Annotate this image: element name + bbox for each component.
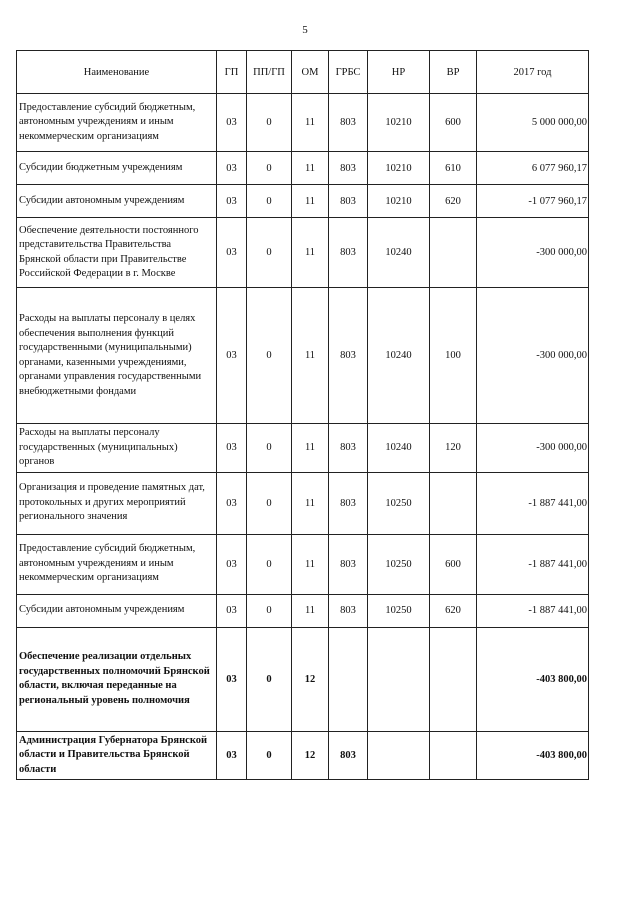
cell-gp: 03 xyxy=(217,218,247,288)
table-header-row xyxy=(17,51,589,94)
table-row xyxy=(17,288,589,424)
cell-vr xyxy=(430,627,477,731)
cell-name: Субсидии автономным учреждениям xyxy=(17,185,217,218)
cell-pp: 0 xyxy=(247,594,292,627)
cell-om: 11 xyxy=(292,534,329,594)
cell-gp: 03 xyxy=(217,594,247,627)
cell-name: Организация и проведение памятных дат, протокольных и других мероприятий регионального значения xyxy=(17,472,217,534)
cell-om: 11 xyxy=(292,594,329,627)
cell-name: Субсидии автономным учреждениям xyxy=(17,594,217,627)
table-row xyxy=(17,185,589,218)
cell-pp: 0 xyxy=(247,152,292,185)
cell-nr: 10250 xyxy=(368,534,430,594)
cell-vr xyxy=(430,218,477,288)
cell-grbs: 803 xyxy=(329,288,368,424)
budget-table xyxy=(16,50,589,780)
cell-amount: -300 000,00 xyxy=(477,288,589,424)
cell-amount: -1 887 441,00 xyxy=(477,472,589,534)
cell-gp: 03 xyxy=(217,288,247,424)
cell-pp: 0 xyxy=(247,731,292,780)
cell-om: 11 xyxy=(292,218,329,288)
column-header: ОМ xyxy=(292,51,329,94)
cell-pp: 0 xyxy=(247,424,292,473)
cell-om: 11 xyxy=(292,152,329,185)
cell-pp: 0 xyxy=(247,288,292,424)
cell-grbs: 803 xyxy=(329,185,368,218)
table-row xyxy=(17,534,589,594)
cell-nr: 10240 xyxy=(368,424,430,473)
page-number: 5 xyxy=(302,24,308,36)
cell-grbs: 803 xyxy=(329,594,368,627)
cell-nr: 10240 xyxy=(368,288,430,424)
cell-gp: 03 xyxy=(217,152,247,185)
cell-gp: 03 xyxy=(217,534,247,594)
cell-pp: 0 xyxy=(247,185,292,218)
cell-pp: 0 xyxy=(247,534,292,594)
cell-om: 11 xyxy=(292,185,329,218)
cell-amount: -300 000,00 xyxy=(477,218,589,288)
column-header: ГП xyxy=(217,51,247,94)
cell-name: Расходы на выплаты персоналу государственных (муниципальных) органов xyxy=(17,424,217,473)
cell-pp: 0 xyxy=(247,94,292,152)
cell-grbs: 803 xyxy=(329,94,368,152)
table-row xyxy=(17,152,589,185)
cell-name: Предоставление субсидий бюджетным, автономным учреждениям и иным некоммерческим организациям xyxy=(17,94,217,152)
cell-vr: 610 xyxy=(430,152,477,185)
table-row xyxy=(17,472,589,534)
column-header: ВР xyxy=(430,51,477,94)
cell-amount: -403 800,00 xyxy=(477,627,589,731)
cell-grbs xyxy=(329,627,368,731)
cell-vr xyxy=(430,472,477,534)
cell-name: Обеспечение деятельности постоянного представительства Правительства Брянской области при Правительстве Российской Федерации в г. Москве xyxy=(17,218,217,288)
cell-gp: 03 xyxy=(217,424,247,473)
cell-om: 12 xyxy=(292,731,329,780)
cell-vr: 620 xyxy=(430,185,477,218)
cell-nr: 10250 xyxy=(368,594,430,627)
cell-om: 11 xyxy=(292,472,329,534)
cell-amount: -300 000,00 xyxy=(477,424,589,473)
cell-grbs: 803 xyxy=(329,472,368,534)
cell-amount: -1 077 960,17 xyxy=(477,185,589,218)
cell-grbs: 803 xyxy=(329,731,368,780)
cell-nr: 10210 xyxy=(368,152,430,185)
cell-name: Предоставление субсидий бюджетным, автономным учреждениям и иным некоммерческим организациям xyxy=(17,534,217,594)
table-row xyxy=(17,424,589,473)
cell-nr: 10240 xyxy=(368,218,430,288)
cell-vr: 600 xyxy=(430,94,477,152)
column-header: 2017 год xyxy=(477,51,589,94)
table-row xyxy=(17,731,589,780)
cell-gp: 03 xyxy=(217,472,247,534)
cell-vr: 120 xyxy=(430,424,477,473)
cell-nr: 10210 xyxy=(368,94,430,152)
cell-nr xyxy=(368,731,430,780)
cell-vr: 100 xyxy=(430,288,477,424)
cell-gp: 03 xyxy=(217,731,247,780)
cell-gp: 03 xyxy=(217,185,247,218)
cell-om: 12 xyxy=(292,627,329,731)
column-header: НР xyxy=(368,51,430,94)
cell-om: 11 xyxy=(292,288,329,424)
column-header: Наименование xyxy=(17,51,217,94)
cell-grbs: 803 xyxy=(329,424,368,473)
cell-nr: 10210 xyxy=(368,185,430,218)
cell-amount: 6 077 960,17 xyxy=(477,152,589,185)
cell-vr: 620 xyxy=(430,594,477,627)
column-header: ПП/ГП xyxy=(247,51,292,94)
cell-gp: 03 xyxy=(217,94,247,152)
table-row xyxy=(17,94,589,152)
cell-gp: 03 xyxy=(217,627,247,731)
cell-amount: -1 887 441,00 xyxy=(477,594,589,627)
cell-om: 11 xyxy=(292,424,329,473)
cell-name: Обеспечение реализации отдельных государственных полномочий Брянской области, включая переданные на региональный уровень полномочия xyxy=(17,627,217,731)
cell-vr xyxy=(430,731,477,780)
table-row xyxy=(17,218,589,288)
cell-om: 11 xyxy=(292,94,329,152)
table-row xyxy=(17,627,589,731)
cell-name: Администрация Губернатора Брянской области и Правительства Брянской области xyxy=(17,731,217,780)
cell-nr: 10250 xyxy=(368,472,430,534)
cell-grbs: 803 xyxy=(329,152,368,185)
column-header: ГРБС xyxy=(329,51,368,94)
cell-nr xyxy=(368,627,430,731)
cell-name: Субсидии бюджетным учреждениям xyxy=(17,152,217,185)
table-row xyxy=(17,594,589,627)
cell-pp: 0 xyxy=(247,627,292,731)
cell-name: Расходы на выплаты персоналу в целях обеспечения выполнения функций государственными (муниципальными) органами, казенными учреждениями, органами управления государственными внебюджетными фондами xyxy=(17,288,217,424)
cell-amount: 5 000 000,00 xyxy=(477,94,589,152)
cell-vr: 600 xyxy=(430,534,477,594)
cell-amount: -1 887 441,00 xyxy=(477,534,589,594)
cell-amount: -403 800,00 xyxy=(477,731,589,780)
cell-grbs: 803 xyxy=(329,218,368,288)
cell-pp: 0 xyxy=(247,472,292,534)
cell-grbs: 803 xyxy=(329,534,368,594)
cell-pp: 0 xyxy=(247,218,292,288)
